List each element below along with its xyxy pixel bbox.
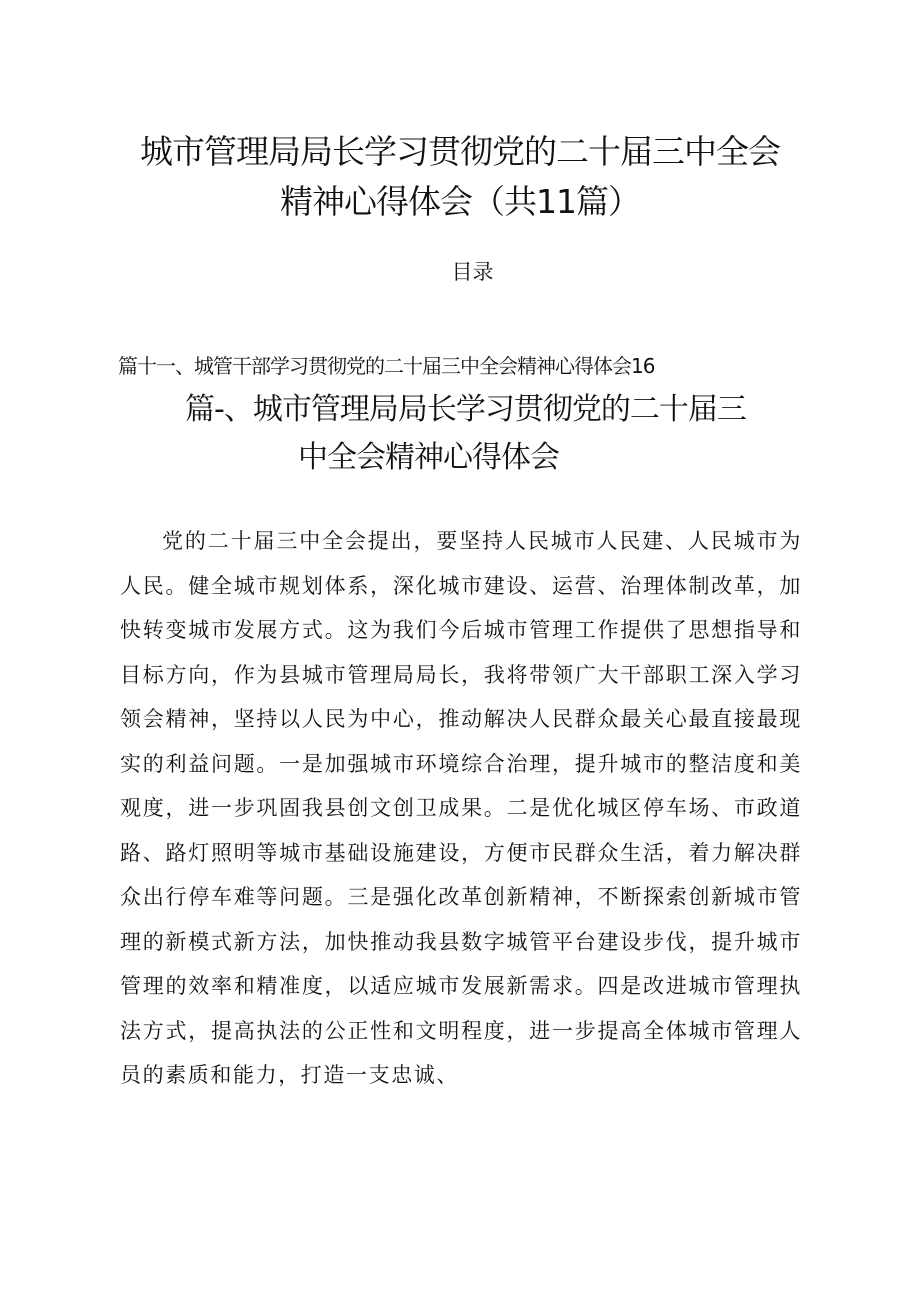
section-title-line1: 篇-、城市管理局局长学习贯彻党的二十届三 <box>185 392 746 427</box>
document-title-line1: 城市管理局局长学习贯彻党的二十届三中全会 <box>140 132 780 171</box>
section-title-line2: 中全会精神心得体会 <box>298 440 559 475</box>
toc-entry: 篇十一、城管干部学习贯彻党的二十届三中全会精神心得体会16 <box>118 354 655 378</box>
body-paragraph: 党的二十届三中全会提出，要坚持人民城市人民建、人民城市为人民。健全城市规划体系，深化城市建设、运营、治理体制改革，加快转变城市发展方式。这为我们今后城市管理工作提供了思想指导和目标方向，作为县城市管理局局长，我将带领广大干部职工深入学习领会精神，坚持以人民为中心，推动解决人民群众最关心最直接最现实的利益问题。一是加强城市环境综合治理，提升城市的整洁度和美观度，进一步巩固我县创文创卫成果。二是优化城区停车场、市政道路、路灯照明等城市基础设施建设，方便市民群众生活，着力解决群众出行停车难等问题。三是强化改革创新精神，不断探索创新城市管理的新模式新方法，加快推动我县数字城管平台建设步伐，提升城市管理的效率和精准度，以适应城市发展新需求。四是改进城市管理执法方式，提高执法的公正性和文明程度，进一步提高全体城市管理人员的素质和能力，打造一支忠诚、 <box>120 529 802 1087</box>
document-title-line2: 精神心得体会（共11篇） <box>280 182 640 221</box>
toc-heading: 目录 <box>451 260 494 284</box>
